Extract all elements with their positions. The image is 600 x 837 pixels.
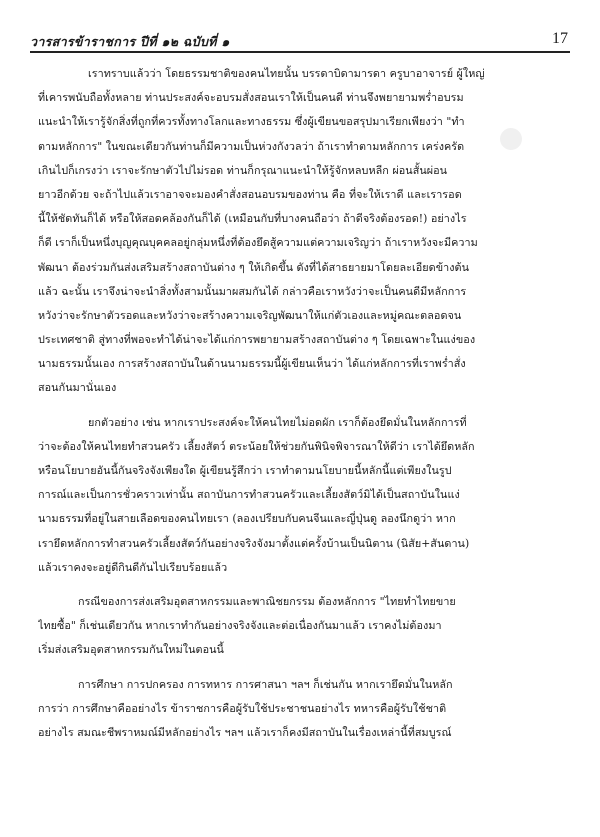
text-line: ว่าจะต้องให้คนไทยทำสวนครัว เลี้ยงสัตว์ ตระน้อยให้ช่วยกันพินิจพิจารณาให้ดีว่า เราได้ยึดหลัก [38, 439, 475, 453]
paragraph [38, 62, 566, 401]
text-line: สอนกันมานั่นเอง [38, 381, 117, 395]
text-line: พัฒนา ต้องร่วมกันส่งเสริมสร้างสถาบันต่าง ๆ ให้เกิดขึ้น ดังที่ได้สาธยายมาโดยละเอียดข้างต้น [38, 260, 470, 274]
text-line: แล้วเราคงจะอยู่ดีกินดีกันไปเรียบร้อยแล้ว [38, 560, 228, 574]
text-line: แนะนำให้เรารู้จักสิ่งที่ถูกที่ควรทั้งทางโลกและทางธรรม ซึ่งผู้เขียนขอสรุปมาเรียกเพียงว่า "ทำ [38, 115, 465, 129]
text-line: ยาวอีกด้วย จะถ้าไปแล้วเราอาจจะมองคำสั่งสอนอบรมของท่าน คือ ที่จะให้เราดี และเรารอด [38, 187, 462, 201]
text-line: กรณีของการส่งเสริมอุตสาหกรรมและพาณิชยกรรม ต้องหลักการ "ไทยทำไทยขาย [78, 594, 456, 608]
paragraph-gap [38, 663, 566, 673]
text-line: เริ่มส่งเสริมอุตสาหกรรมกันใหม่ในตอนนี้ [38, 643, 224, 657]
text-line: ยกตัวอย่าง เช่น หากเราประสงค์จะให้คนไทยไม่อดผัก เราก็ต้องยึดมั่นในหลักการที่ [88, 415, 467, 429]
text-line: หวังว่าจะรักษาตัวรอดและหวังว่าจะสร้างความเจริญพัฒนาให้แก่ตัวเองและหมู่คณะตลอดจน [38, 308, 462, 322]
text-line: นามธรรมที่อยู่ในสายเลือดของคนไทยเรา (ลองเปรียบกับคนจีนและญี่ปุ่นดู ลองนึกดูว่า หาก [38, 512, 456, 526]
text-line: ตามหลักการ" ในขณะเดียวกันท่านก็มีความเป็นห่วงกังวลว่า ถ้าเราทำตามหลักการ เคร่งครัด [38, 139, 465, 153]
page-header [30, 30, 570, 52]
text-line: หรือนโยบายอันนี้กันจริงจังเพียงใด ผู้เขียนรู้สึกว่า เราทำตามนโยบายนี้หลักนี้แต่เพียงในรูป [38, 464, 452, 477]
text-line: แล้ว ฉะนั้น เราจึงน่าจะนำสิ่งทั้งสามนั้นมาผสมกันได้ กล่าวคือเราหวังว่าจะเป็นคนดีมีหลักการ [38, 284, 467, 298]
text-line: ไทยซื้อ" ก็เช่นเดียวกัน หากเราทำกันอย่างจริงจังและต่อเนื่องกันมาแล้ว เราคงไม่ต้องมา [38, 619, 442, 633]
text-line: เรายึดหลักการทำสวนครัวเลี้ยงสัตว์กันอย่างจริงจังมาตั้งแต่ครั้งบ้านเป็นนิตาน (นิสัย+สันดาน) [38, 536, 470, 550]
paragraph-gap [38, 580, 566, 590]
text-line: การศึกษา การปกครอง การทหาร การศาสนา ฯลฯ ก็เช่นกัน หากเรายึดมั่นในหลัก [78, 677, 453, 691]
text-line: ก็ดี เราก็เป็นหนึ่งบุญคุณบุคคลอยู่กลุ่มหนึ่งที่ต้องยึดสู้ความแต่ความเจริญว่า ถ้าเราหวังจะมีความ [38, 236, 478, 250]
header-rule [30, 51, 570, 53]
paragraph [38, 673, 566, 746]
text-line: การณ์และเป็นการชั่วคราวเท่านั้น สถาบันการทำสวนครัวและเลี้ยงสัตว์มิได้เป็นสถาบันในแง่ [38, 488, 460, 502]
paragraph [38, 590, 566, 663]
text-line: นี้ให้ชัดทันก็ได้ หรือให้สอดคล้องกันก็ได้ (เหมือนกับที่บางคนถือว่า ถ้าดีจริงต้องรอด!) อย่างไร [38, 212, 467, 226]
text-line: อย่างไร สมณะชีพราหมณ์มีหลักอย่างไร ฯลฯ แล้วเราก็คงมีสถาบันในเรื่องเหล่านี้ที่สมบูรณ์ [38, 725, 452, 739]
text-line: การว่า การศึกษาคืออย่างไร ข้าราชการคือผู้รับใช้ประชาชนอย่างไร ทหารคือผู้รับใช้ชาติ [38, 701, 447, 715]
body-text [38, 62, 566, 745]
paragraph-gap [38, 401, 566, 411]
text-line: ที่เคารพนับถือทั้งหลาย ท่านประสงค์จะอบรมสั่งสอนเราให้เป็นคนดี ท่านจึงพยายามพร่ำอบรม [38, 91, 464, 105]
page-number: 17 [552, 30, 568, 47]
text-line: นามธรรมนั้นเอง การสร้างสถาบันในด้านนามธรรมนี้ผู้เขียนเห็นว่า ได้แก่หลักการที่เราพร่ำสั่ง [38, 357, 466, 371]
text-line: เราทราบแล้วว่า โดยธรรมชาติของคนไทยนั้น บรรดาบิดามารดา ครูบาอาจารย์ ผู้ใหญ่ [88, 67, 485, 80]
text-line: เกินไปก็เกรงว่า เราจะรักษาตัวไปไม่รอด ท่านก็กรุณาแนะนำให้รู้จักหลบหลีก ผ่อนสั้นผ่อน [38, 163, 448, 177]
journal-title: วารสารข้าราชการ ปีที่ ๑๒ ฉบับที่ ๑ [30, 34, 230, 49]
paragraph [38, 411, 566, 580]
text-line: ประเทศชาติ สู่ทางที่พอจะทำได้น่าจะได้แก่การพยายามสร้างสถาบันต่าง ๆ โดยเฉพาะในแง่ของ [38, 333, 476, 347]
